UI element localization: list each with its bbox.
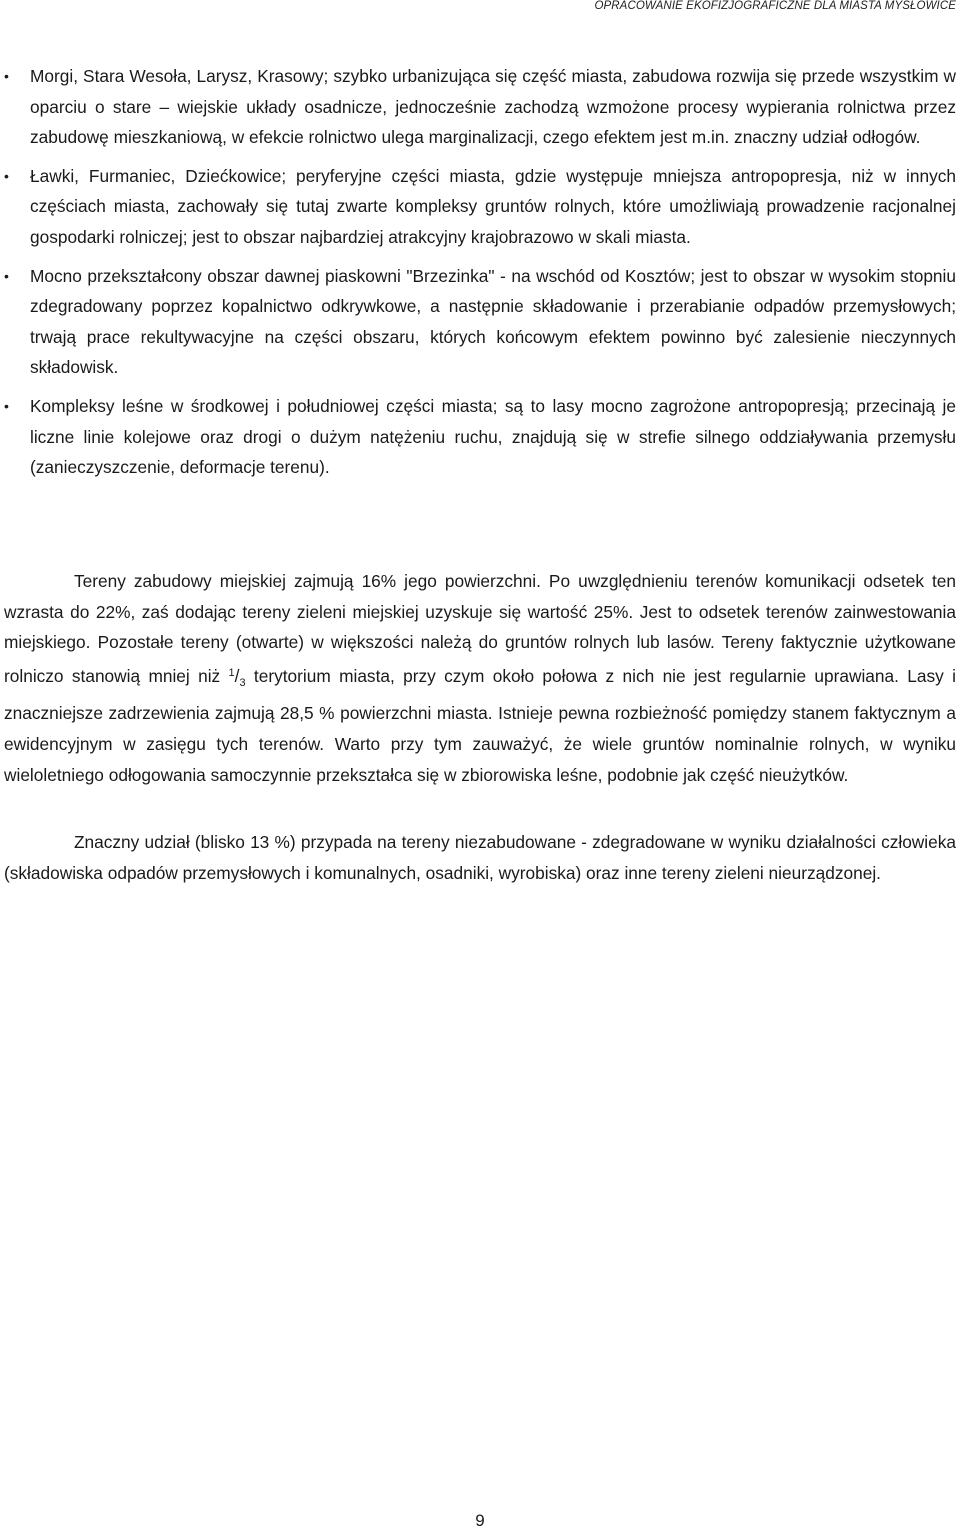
list-item-text: Morgi, Stara Wesoła, Larysz, Krasowy; szybko urbanizująca się część miasta, zabudowa rozwija się przede wszystkim w oparciu o stare – wiejskie układy osadnicze, jednocześnie zachodzą wzmożone procesy wypierania rolnictwa przez zabudowę mieszkaniową, w efekcie rolnictwo ulega marginalizacji, czego efektem jest m.in. znaczny udział odłogów. (30, 66, 956, 148)
paragraph-text: Znaczny udział (blisko 13 %) przypada na tereny niezabudowane - zdegradowane w wyniku działalności człowieka (składowiska odpadów przemysłowych i komunalnych, osadniki, wyrobiska) oraz inne tereny zieleni nieurządzonej. (4, 832, 956, 883)
fraction-separator: / (234, 665, 240, 686)
fraction-numerator: 1 (228, 666, 235, 679)
paragraph-text-part1: Tereny zabudowy miejskiej zajmują 16% jego powierzchni. Po uwzględnieniu terenów komunikacji odsetek ten wzrasta do 22%, zaś dodając tereny zieleni miejskiej uzyskuje się wartość 25%. Jest to odsetek terenów zainwestowania miejskiego. Pozostałe tereny (otwarte) w większości należą do gruntów rolnych lub lasów. Tereny faktycznie użytkowane rolniczo stanowią mniej niż (4, 571, 956, 686)
list-item (0, 261, 960, 383)
list-item-text: Kompleksy leśne w środkowej i południowej części miasta; są to lasy mocno zagrożone antropopresją; przecinają je liczne linie kolejowe oraz drogi o dużym natężeniu ruchu, znajdują się w strefie silnego oddziaływania przemysłu (zanieczyszczenie, deformacje terenu). (30, 395, 956, 478)
list-item (0, 161, 960, 253)
running-header: OPRACOWANIE EKOFIZJOGRAFICZNE DLA MIASTA MYSŁOWICE (594, 0, 956, 12)
paragraph-text-part2: terytorium miasta, przy czym około połowa z nich nie jest regularnie uprawiana. Lasy i znaczniejsze zadrzewienia zajmują 28,5 % powierzchni miasta. Istnieje pewna rozbieżność pomiędzy stanem faktycznym a ewidencyjnym w zasięgu tych terenów. Warto przy tym zauważyć, że wiele gruntów nominalnie rolnych, w wyniku wieloletniego odłogowania samoczynnie przekształca się w zbiorowiska leśne, podobnie jak część nieużytków. (4, 665, 956, 785)
page-number: 9 (475, 1511, 485, 1530)
list-item (0, 391, 960, 483)
list-item (0, 61, 960, 153)
list-item-text: Ławki, Furmaniec, Dziećkowice; peryferyjne części miasta, gdzie występuje mniejsza antropopresja, niż w innych częściach miasta, zachowały się tutaj zwarte kompleksy gruntów rolnych, które umożliwiają prowadzenie racjonalnej gospodarki rolniczej; jest to obszar najbardziej atrakcyjny krajobrazowo w skali miasta. (30, 165, 956, 247)
body-paragraph-degraded-areas (4, 827, 956, 888)
list-item-text: Mocno przekształcony obszar dawnej piaskowni "Brzezinka" - na wschód od Kosztów; jest to obszar w wysokim stopniu zdegradowany poprzez kopalnictwo odkrywkowe, a następnie składowanie i przerabianie odpadów przemysłowych; trwają prace rekultywacyjne na części obszaru, których końcowym efektem powinno być zalesienie nieczynnych składowisk. (30, 265, 956, 378)
bullet-icon: • (4, 167, 9, 184)
area-bullet-list (0, 61, 960, 491)
bullet-icon: • (4, 267, 9, 284)
fraction-denominator: 3 (239, 676, 246, 689)
bullet-icon: • (4, 68, 9, 84)
bullet-icon: • (4, 397, 9, 414)
body-paragraph-land-use (4, 566, 956, 790)
